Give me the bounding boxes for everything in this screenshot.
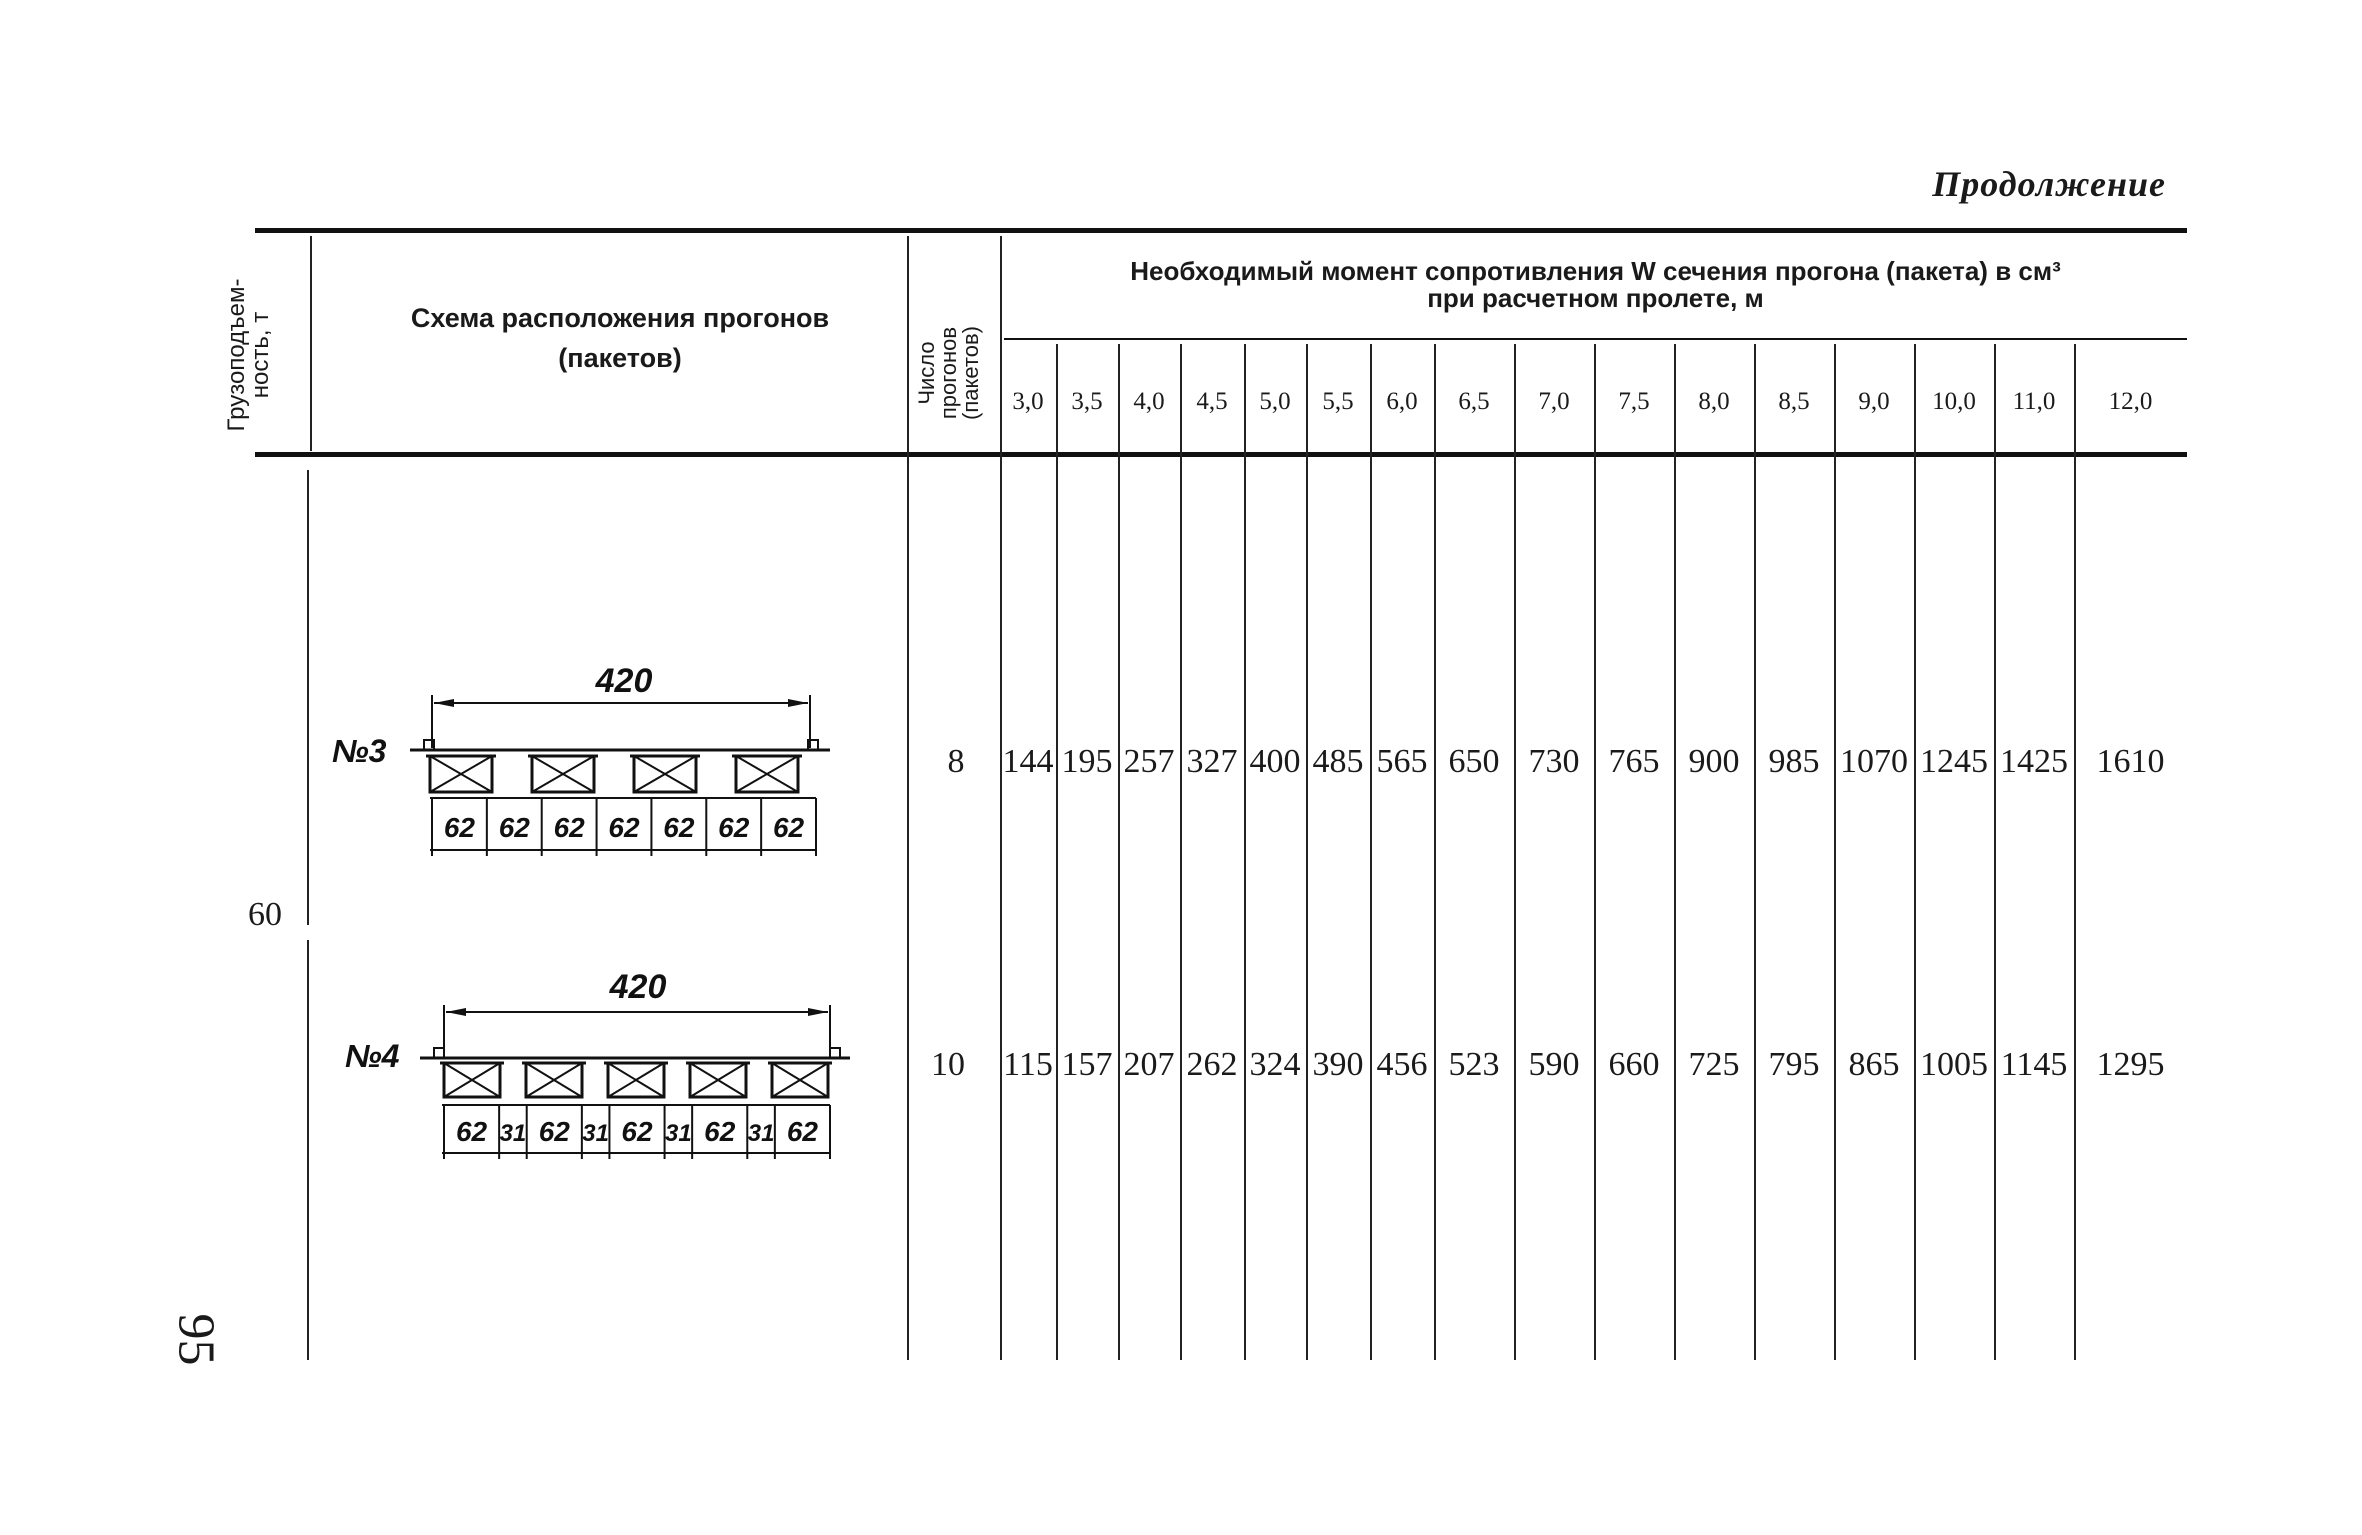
value-col-border bbox=[1594, 344, 1596, 1360]
value-cell: 795 bbox=[1768, 1046, 1820, 1083]
value-cell: 730 bbox=[1528, 743, 1580, 780]
span-header: 12,0 bbox=[2108, 388, 2153, 415]
value-col-border bbox=[1244, 344, 1246, 1360]
span-header: 8,0 bbox=[1698, 388, 1730, 415]
value-cell: 115 bbox=[1003, 1046, 1053, 1083]
value-cell: 523 bbox=[1448, 1046, 1500, 1083]
scheme-3-girders bbox=[426, 756, 802, 792]
segment-label: 62 bbox=[772, 812, 805, 843]
span-header: 5,0 bbox=[1259, 388, 1291, 415]
page-number: 95 bbox=[167, 1313, 225, 1366]
value-cell: 985 bbox=[1768, 743, 1820, 780]
count-header: Число прогонов (пакетов) bbox=[914, 326, 983, 420]
capacity-col-border bbox=[310, 236, 312, 451]
value-cell: 390 bbox=[1312, 1046, 1364, 1083]
segment-label: 62 bbox=[621, 1116, 653, 1147]
segment-label: 62 bbox=[608, 812, 640, 843]
value-col-border bbox=[1180, 344, 1182, 1360]
value-cell: 660 bbox=[1608, 1046, 1660, 1083]
segment-label: 62 bbox=[704, 1116, 736, 1147]
span-header: 5,5 bbox=[1322, 388, 1354, 415]
row2-count: 10 bbox=[931, 1046, 965, 1083]
scheme-3-segments bbox=[432, 798, 816, 856]
value-col-border bbox=[1674, 344, 1676, 1360]
value-cell: 257 bbox=[1123, 743, 1175, 780]
value-cell: 400 bbox=[1249, 743, 1301, 780]
value-cell: 1425 bbox=[2000, 743, 2068, 780]
value-cell: 195 bbox=[1061, 743, 1113, 780]
scheme-4-girders bbox=[440, 1063, 832, 1097]
value-cell: 900 bbox=[1688, 743, 1740, 780]
scheme-4-dimension: 420 bbox=[609, 968, 667, 1006]
scheme-diagram-4 bbox=[340, 955, 860, 1175]
value-cell: 157 bbox=[1061, 1046, 1113, 1083]
span-header: 6,5 bbox=[1458, 388, 1490, 415]
value-cell: 262 bbox=[1186, 1046, 1238, 1083]
value-col-border bbox=[1834, 344, 1836, 1360]
segment-label: 62 bbox=[786, 1116, 819, 1147]
span-header: 7,5 bbox=[1618, 388, 1650, 415]
span-header: 8,5 bbox=[1778, 388, 1810, 415]
segment-label: 62 bbox=[663, 812, 695, 843]
capacity-header: Грузоподъем- ность, т bbox=[223, 278, 274, 432]
value-col-border bbox=[1754, 344, 1756, 1360]
value-cell: 1610 bbox=[2096, 743, 2165, 780]
scheme-3-label: №3 bbox=[332, 733, 387, 769]
value-cell: 324 bbox=[1249, 1046, 1301, 1083]
capacity-col-border-body2 bbox=[307, 940, 309, 1360]
value-cell: 725 bbox=[1688, 1046, 1740, 1083]
span-header: 3,5 bbox=[1071, 388, 1103, 415]
segment-label: 62 bbox=[443, 812, 476, 843]
span-header: 3,0 bbox=[1012, 388, 1044, 415]
value-cell: 327 bbox=[1186, 743, 1238, 780]
span-header: 9,0 bbox=[1858, 388, 1890, 415]
header-bottom-rule bbox=[255, 452, 2187, 457]
span-header: 11,0 bbox=[2012, 388, 2056, 415]
span-header: 6,0 bbox=[1386, 388, 1418, 415]
value-col-border bbox=[1994, 344, 1996, 1360]
capacity-value: 60 bbox=[248, 896, 282, 933]
scheme-3-dimension: 420 bbox=[595, 662, 653, 700]
value-col-border bbox=[1306, 344, 1308, 1360]
top-rule bbox=[255, 228, 2187, 233]
value-cell: 565 bbox=[1376, 743, 1428, 780]
value-col-border bbox=[1914, 344, 1916, 1360]
segment-label: 62 bbox=[553, 812, 585, 843]
segment-label: 62 bbox=[718, 812, 750, 843]
value-col-border bbox=[1056, 344, 1058, 1360]
span-header: 7,0 bbox=[1538, 388, 1570, 415]
value-cell: 207 bbox=[1123, 1046, 1175, 1083]
header-subrule bbox=[1004, 338, 2187, 340]
value-cell: 1005 bbox=[1920, 1046, 1988, 1083]
capacity-col-border-body bbox=[307, 470, 309, 925]
segment-label: 62 bbox=[455, 1116, 488, 1147]
value-cell: 650 bbox=[1448, 743, 1500, 780]
continuation-label: Продолжение bbox=[1932, 164, 2166, 204]
value-cell: 865 bbox=[1848, 1046, 1900, 1083]
span-header: 4,0 bbox=[1133, 388, 1165, 415]
value-cell: 144 bbox=[1002, 743, 1054, 780]
value-cell: 1145 bbox=[2000, 1046, 2068, 1083]
segment-label: 31 bbox=[499, 1120, 527, 1147]
value-cell: 1295 bbox=[2096, 1046, 2165, 1083]
value-cell: 1245 bbox=[1920, 743, 1988, 780]
value-col-border bbox=[1434, 344, 1436, 1360]
value-cell: 456 bbox=[1376, 1046, 1428, 1083]
scheme-4-segments bbox=[444, 1105, 830, 1159]
value-cell: 590 bbox=[1528, 1046, 1580, 1083]
span-header: 10,0 bbox=[1932, 388, 1976, 415]
span-header: 4,5 bbox=[1196, 388, 1228, 415]
scheme-col-border bbox=[907, 236, 909, 1360]
value-cell: 765 bbox=[1608, 743, 1660, 780]
value-col-border bbox=[1514, 344, 1516, 1360]
value-col-border bbox=[1118, 344, 1120, 1360]
scheme-4-label: №4 bbox=[345, 1038, 400, 1074]
segment-label: 31 bbox=[747, 1120, 775, 1147]
segment-label: 31 bbox=[665, 1120, 692, 1147]
value-cell: 485 bbox=[1312, 743, 1364, 780]
moment-header bbox=[1004, 258, 2187, 312]
moment-header-line2: при расчетном пролете, м bbox=[1427, 283, 1764, 313]
moment-header-line1: Необходимый момент сопротивления W сечения прогона (пакета) в см³ bbox=[1130, 256, 2061, 286]
segment-label: 62 bbox=[538, 1116, 570, 1147]
segment-label: 62 bbox=[498, 812, 530, 843]
scheme-diagram-3 bbox=[330, 650, 850, 870]
scheme-header: Схема расположения прогонов (пакетов) bbox=[410, 303, 830, 373]
value-col-border bbox=[1370, 344, 1372, 1360]
segment-label: 31 bbox=[582, 1120, 609, 1147]
value-col-border bbox=[2074, 344, 2076, 1360]
value-cell: 1070 bbox=[1840, 743, 1908, 780]
row1-count: 8 bbox=[947, 743, 965, 780]
